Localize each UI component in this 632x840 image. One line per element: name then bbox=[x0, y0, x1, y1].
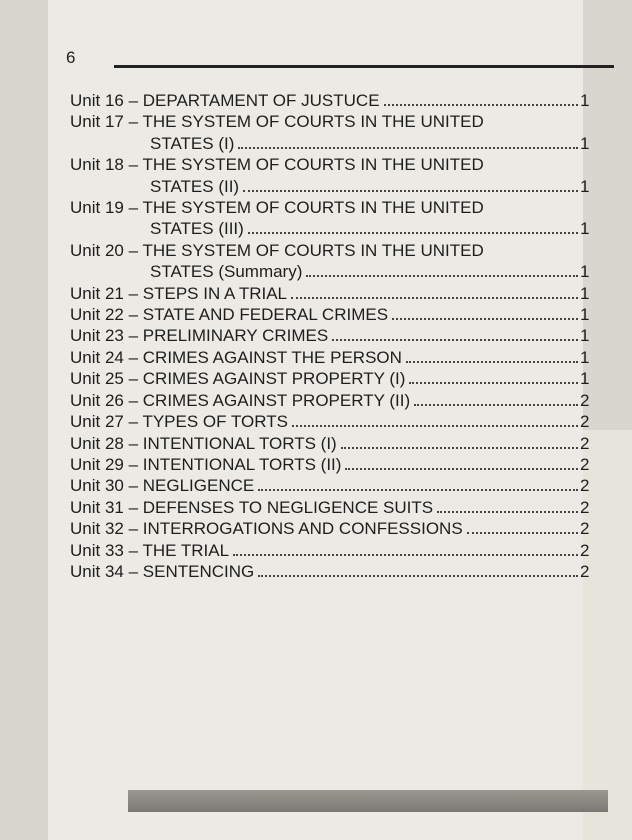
dot-leader bbox=[233, 554, 578, 556]
toc-page-number: 2 bbox=[580, 433, 590, 453]
toc-entry-line bbox=[70, 518, 590, 539]
toc-entry-title: Unit 20 – THE SYSTEM OF COURTS IN THE UNITED bbox=[70, 240, 484, 260]
toc-entry-line bbox=[70, 454, 590, 475]
toc-entry bbox=[70, 368, 590, 389]
toc-entry bbox=[70, 111, 590, 154]
toc-page-number: 2 bbox=[580, 540, 590, 560]
toc-page-number: 2 bbox=[580, 412, 590, 432]
toc-page-number: 1 bbox=[580, 369, 590, 389]
toc-entry-line bbox=[70, 240, 590, 261]
toc-entry-title: Unit 21 – STEPS IN A TRIAL bbox=[70, 283, 288, 303]
toc-entry-title: Unit 17 – THE SYSTEM OF COURTS IN THE UNITED bbox=[70, 112, 484, 132]
toc-page-number: 2 bbox=[580, 497, 590, 517]
dot-leader bbox=[332, 339, 578, 341]
toc-entry-line bbox=[70, 90, 590, 111]
toc-entry-title: STATES (Summary) bbox=[150, 262, 303, 282]
footer-band bbox=[128, 790, 608, 812]
toc-entry-line bbox=[70, 411, 590, 432]
dot-leader bbox=[345, 468, 578, 470]
toc-page-number: 1 bbox=[580, 133, 590, 153]
toc-entry-title: Unit 34 – SENTENCING bbox=[70, 561, 255, 581]
toc-entry-title: Unit 33 – THE TRIAL bbox=[70, 540, 230, 560]
toc-entry-title: STATES (II) bbox=[150, 176, 240, 196]
toc-entry bbox=[70, 304, 590, 325]
toc-entry bbox=[70, 154, 590, 197]
toc-entry-title: Unit 18 – THE SYSTEM OF COURTS IN THE UNITED bbox=[70, 155, 484, 175]
dot-leader bbox=[258, 575, 578, 577]
toc-entry-title: Unit 16 – DEPARTAMENT OF JUSTUCE bbox=[70, 91, 380, 110]
dot-leader bbox=[238, 147, 578, 149]
toc-entry-line bbox=[70, 390, 590, 411]
toc-page-number: 1 bbox=[580, 91, 590, 110]
toc-page-number: 1 bbox=[580, 326, 590, 346]
toc-entry bbox=[70, 411, 590, 432]
dot-leader bbox=[384, 104, 578, 106]
toc-entry-line bbox=[70, 497, 590, 518]
toc-page-number: 1 bbox=[580, 219, 590, 239]
dot-leader bbox=[291, 297, 578, 299]
toc-page-number: 1 bbox=[580, 305, 590, 325]
toc-entry-line bbox=[70, 218, 590, 239]
toc-entry bbox=[70, 390, 590, 411]
toc-entry-line bbox=[70, 154, 590, 175]
toc-page-number: 2 bbox=[580, 454, 590, 474]
toc-entry-line bbox=[70, 368, 590, 389]
dot-leader bbox=[406, 361, 578, 363]
toc-entry bbox=[70, 518, 590, 539]
toc-page-number: 2 bbox=[580, 476, 590, 496]
dot-leader bbox=[392, 318, 578, 320]
dot-leader bbox=[341, 447, 578, 449]
toc-entry bbox=[70, 347, 590, 368]
dot-leader bbox=[414, 404, 578, 406]
toc-page-number: 2 bbox=[580, 390, 590, 410]
toc-page-number: 1 bbox=[580, 347, 590, 367]
dot-leader bbox=[306, 275, 578, 277]
toc-entry-line bbox=[70, 433, 590, 454]
toc-entry-line bbox=[70, 261, 590, 282]
toc-entry bbox=[70, 433, 590, 454]
toc-entry bbox=[70, 475, 590, 496]
dot-leader bbox=[243, 190, 578, 192]
toc-entry-title: Unit 29 – INTENTIONAL TORTS (II) bbox=[70, 454, 342, 474]
toc-entry-title: Unit 25 – CRIMES AGAINST PROPERTY (I) bbox=[70, 369, 406, 389]
dot-leader bbox=[437, 511, 578, 513]
header-rule bbox=[114, 65, 614, 68]
toc-entry bbox=[70, 197, 590, 240]
toc-entry-title: Unit 32 – INTERROGATIONS AND CONFESSIONS bbox=[70, 519, 463, 539]
toc-entry-title: STATES (I) bbox=[150, 133, 235, 153]
book-page bbox=[48, 0, 590, 840]
toc-entry-line bbox=[70, 347, 590, 368]
toc-entry bbox=[70, 240, 590, 283]
toc-page-number: 2 bbox=[580, 519, 590, 539]
toc-entry bbox=[70, 283, 590, 304]
toc-page-number: 1 bbox=[580, 262, 590, 282]
toc-entry bbox=[70, 540, 590, 561]
page-number: 6 bbox=[66, 48, 76, 67]
toc-entry bbox=[70, 561, 590, 582]
dot-leader bbox=[467, 532, 578, 534]
dot-leader bbox=[248, 232, 578, 234]
toc-entry-title: Unit 31 – DEFENSES TO NEGLIGENCE SUITS bbox=[70, 497, 434, 517]
dot-leader bbox=[409, 382, 578, 384]
toc-entry bbox=[70, 454, 590, 475]
toc-entry-line bbox=[70, 283, 590, 304]
toc-page-number: 2 bbox=[580, 561, 590, 581]
toc-entry-line bbox=[70, 475, 590, 496]
toc-entry-title: Unit 19 – THE SYSTEM OF COURTS IN THE UNITED bbox=[70, 198, 484, 218]
toc-entry-title: Unit 26 – CRIMES AGAINST PROPERTY (II) bbox=[70, 390, 411, 410]
toc-entry-title: Unit 30 – NEGLIGENCE bbox=[70, 476, 255, 496]
toc-entry-line bbox=[70, 111, 590, 132]
toc-entry-line bbox=[70, 304, 590, 325]
toc-page-number: 1 bbox=[580, 176, 590, 196]
toc-entry-line bbox=[70, 325, 590, 346]
table-of-contents bbox=[70, 90, 590, 582]
toc-page-number: 1 bbox=[580, 283, 590, 303]
toc-entry-line bbox=[70, 133, 590, 154]
toc-entry-line bbox=[70, 540, 590, 561]
dot-leader bbox=[292, 425, 578, 427]
toc-entry bbox=[70, 497, 590, 518]
toc-entry-title: Unit 23 – PRELIMINARY CRIMES bbox=[70, 326, 329, 346]
toc-entry-line bbox=[70, 197, 590, 218]
toc-entry-line bbox=[70, 561, 590, 582]
toc-entry-title: Unit 24 – CRIMES AGAINST THE PERSON bbox=[70, 347, 402, 367]
toc-entry-line bbox=[70, 176, 590, 197]
toc-entry bbox=[70, 90, 590, 111]
toc-entry-title: Unit 28 – INTENTIONAL TORTS (I) bbox=[70, 433, 337, 453]
dot-leader bbox=[258, 489, 578, 491]
toc-entry bbox=[70, 325, 590, 346]
toc-entry-title: Unit 27 – TYPES OF TORTS bbox=[70, 412, 288, 432]
toc-entry-title: Unit 22 – STATE AND FEDERAL CRIMES bbox=[70, 305, 389, 325]
toc-entry-title: STATES (III) bbox=[150, 219, 244, 239]
